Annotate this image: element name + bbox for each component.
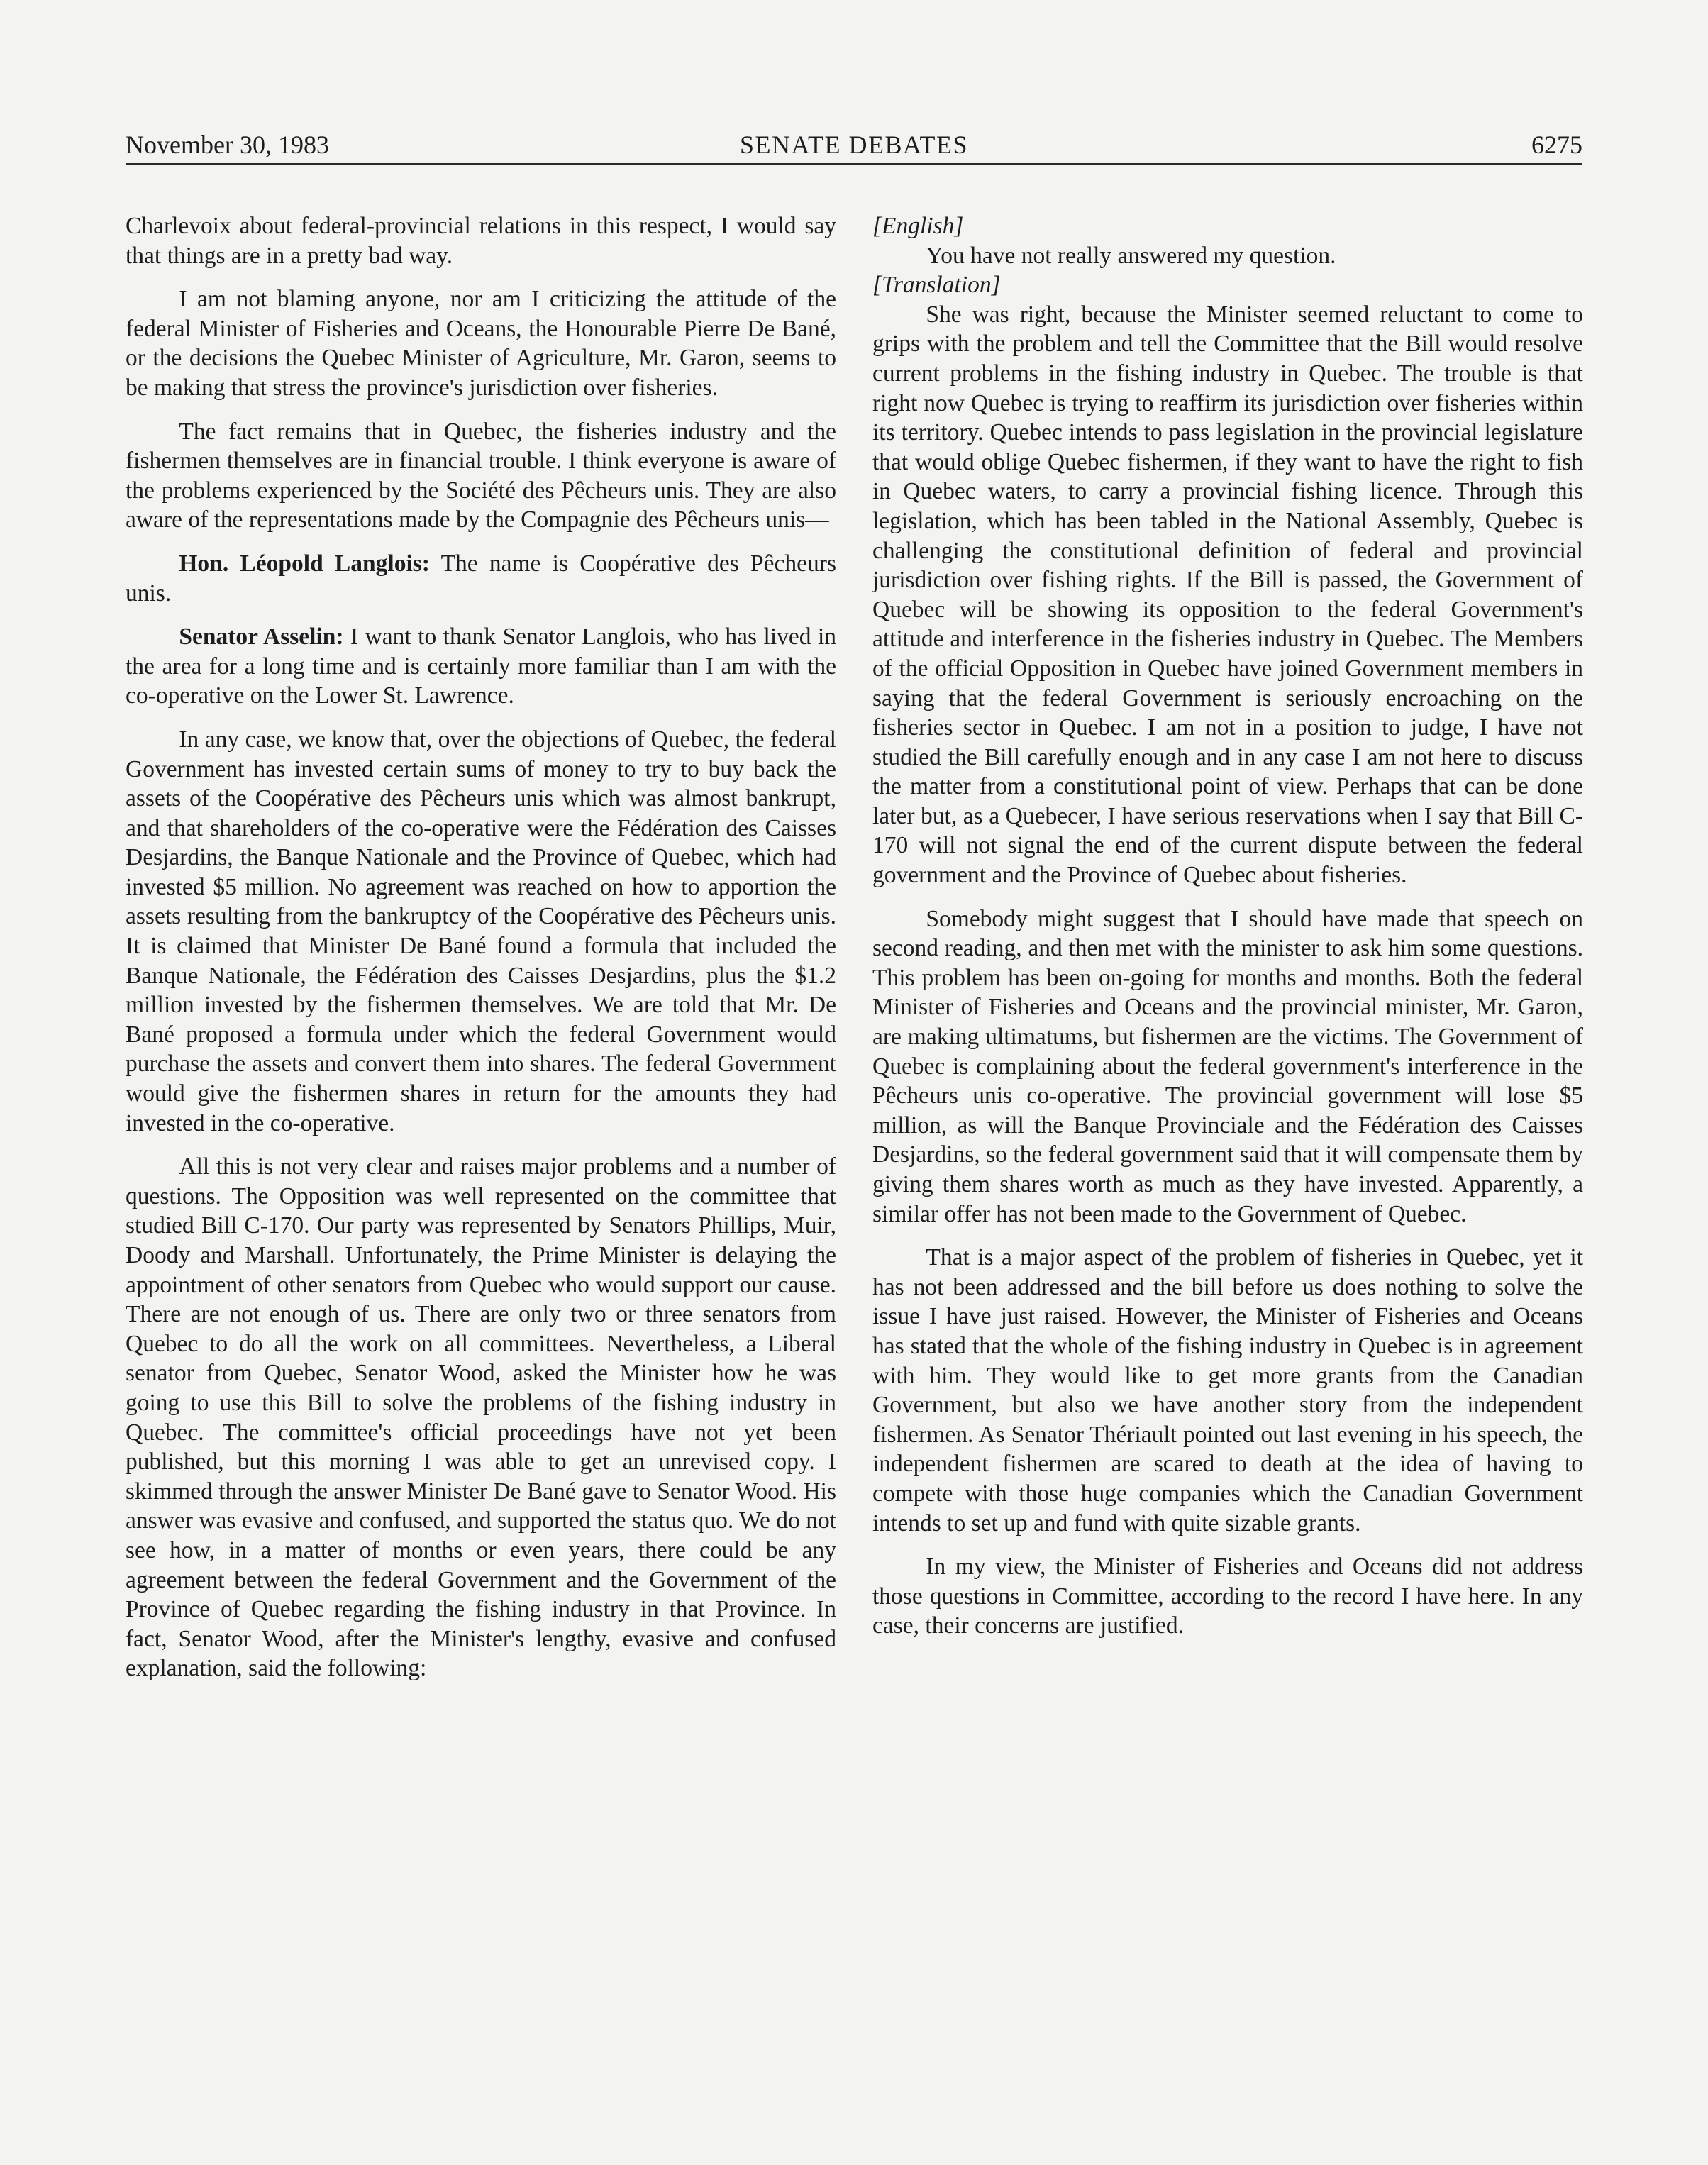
- speech-text: The name is Coopérative des Pêcheurs unis.: [126, 550, 836, 607]
- speech-text: I want to thank Senator Langlois, who has lived in the area for a long time and is certainly more familiar than I am with the co-operative on the Lower St. Lawrence.: [126, 624, 836, 709]
- right-column: [872, 211, 1583, 1655]
- paragraph: In my view, the Minister of Fisheries and Oceans did not address those questions in Committee, according to the record I have here. In any case, their concerns are justified.: [872, 1554, 1583, 1639]
- paragraph: Somebody might suggest that I should have made that speech on second reading, and then met with the minister to ask him some questions. This problem has been on-going for months and months. Both the federal Minister of Fisheries and Oceans and the provincial minister, Mr. Garon, are making ultimatums, but fishermen are the victims. The Government of Quebec is complaining about the federal government's interference in the Pêcheurs unis co-operative. The provincial government will lose $5 million, as will the Banque Provinciale and the Fédération des Caisses Desjardins, so the federal government said that it will compensate them by giving them shares worth as much as they have invested. Apparently, a similar offer has not been made to the Government of Quebec.: [872, 905, 1583, 1227]
- language-marker-translation: [Translation]: [872, 272, 1001, 299]
- speaker-name: Senator Asselin:: [179, 624, 344, 650]
- page-header: [126, 126, 1582, 165]
- paragraph: I am not blaming anyone, nor am I criticizing the attitude of the federal Minister of Fisheries and Oceans, the Honourable Pierre De Bané, or the decisions the Quebec Minister of Agriculture, Mr. Garon, seems to be making that stress the province's jurisdiction over fisheries.: [126, 286, 836, 401]
- header-page-number: 6275: [1531, 131, 1582, 159]
- left-column: [126, 211, 836, 1698]
- paragraph: Charlevoix about federal-provincial relations in this respect, I would say that things are in a pretty bad way.: [126, 213, 836, 269]
- speech-asselin: [126, 622, 836, 711]
- paragraph: She was right, because the Minister seemed reluctant to come to grips with the problem and tell the Committee that the Bill would resolve current problems in the fishing industry in Quebec. The trouble is that right now Quebec is trying to reaffirm its jurisdiction over fisheries within its territory. Quebec intends to pass legislation in the provincial legislature that would oblige Quebec fishermen, if they want to have the right to fish in Quebec waters, to carry a provincial fishing licence. Through this legislation, which has been tabled in the National Assembly, Quebec is challenging the constitutional definition of federal and provincial jurisdiction over fishing rights. If the Bill is passed, the Government of Quebec will be showing its opposition to the federal Government's attitude and interference in the fisheries industry in Quebec. The Members of the official Opposition in Quebec have joined Government members in saying that the federal Government is seriously encroaching on the fisheries sector in Quebec. I am not in a position to judge, I have not studied the Bill carefully enough and in any case I am not here to discuss the matter from a constitutional point of view. Perhaps that can be done later but, as a Quebecer, I have serious reservations when I say that Bill C-170 will not signal the end of the current dispute between the federal government and the Province of Quebec about fisheries.: [872, 301, 1583, 889]
- paragraph: The fact remains that in Quebec, the fisheries industry and the fishermen themselves are in financial trouble. I think everyone is aware of the problems experienced by the Société des Pêcheurs unis. They are also aware of the representations made by the Compagnie des Pêcheurs unis—: [126, 418, 836, 533]
- paragraph: You have not really answered my question.: [926, 242, 1336, 269]
- speech-langlois: [126, 549, 836, 608]
- paragraph: In any case, we know that, over the objections of Quebec, the federal Government has invested certain sums of money to try to buy back the assets of the Coopérative des Pêcheurs unis which was almost bankrupt, and that shareholders of the co-operative were the Fédération des Caisses Desjardins, the Banque Nationale and the Province of Quebec, which had invested $5 million. No agreement was reached on how to apportion the assets resulting from the bankruptcy of the Coopérative des Pêcheurs unis. It is claimed that Minister De Bané found a formula that included the Banque Nationale, the Fédération des Caisses Desjardins, plus the $1.2 million invested by the fishermen themselves. We are told that Mr. De Bané proposed a formula under which the federal Government would purchase the assets and convert them into shares. The federal Government would give the fishermen shares in return for the amounts they had invested in the co-operative.: [126, 726, 836, 1136]
- header-date: November 30, 1983: [126, 131, 329, 159]
- speaker-name: Hon. Léopold Langlois:: [179, 550, 430, 577]
- paragraph: All this is not very clear and raises major problems and a number of questions. The Opposition was well represented on the committee that studied Bill C-170. Our party was represented by Senators Phillips, Muir, Doody and Marshall. Unfortunately, the Prime Minister is delaying the appointment of other senators from Quebec who would support our cause. There are not enough of us. There are only two or three senators from Quebec to do all the work on all committees. Nevertheless, a Liberal senator from Quebec, Senator Wood, asked the Minister how he was going to use this Bill to solve the problems of the fishing industry in Quebec. The committee's official proceedings have not yet been published, but this morning I was able to get an unrevised copy. I skimmed through the answer Minister De Bané gave to Senator Wood. His answer was evasive and confused, and supported the status quo. We do not see how, in a matter of months or even years, there could be any agreement between the federal Government and the Government of the Province of Quebec regarding the fishing industry in that Province. In fact, Senator Wood, after the Minister's lengthy, evasive and confused explanation, said the following:: [126, 1153, 836, 1682]
- paragraph: That is a major aspect of the problem of fisheries in Quebec, yet it has not been addressed and the bill before us does nothing to solve the issue I have just raised. However, the Minister of Fisheries and Oceans has stated that the whole of the fishing industry in Quebec is in agreement with him. They would like to get more grants from the Canadian Government, but also we have another story from the independent fishermen. As Senator Thériault pointed out last evening in his speech, the independent fishermen are scared to death at the idea of having to compete with those huge companies which the Canadian Government intends to set up and fund with quite sizable grants.: [872, 1244, 1583, 1536]
- language-marker-english: [English]: [872, 213, 964, 239]
- header-title: SENATE DEBATES: [739, 131, 969, 159]
